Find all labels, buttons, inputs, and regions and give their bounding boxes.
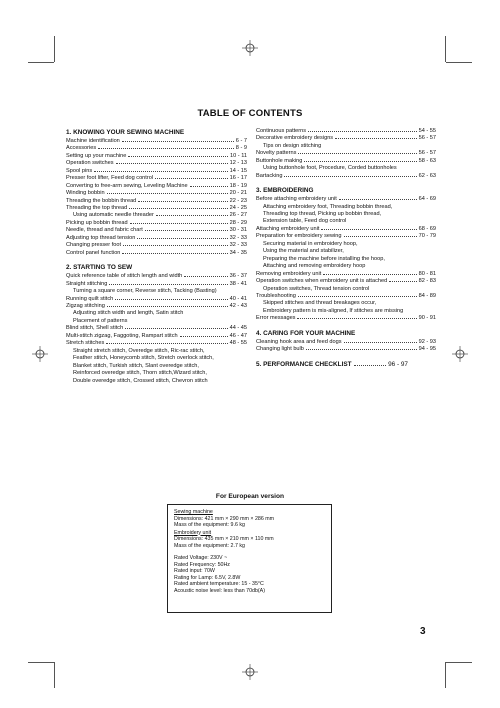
toc-entry-title: Zigzag stitching — [66, 302, 105, 309]
toc-entry-title: Accessories — [66, 145, 97, 152]
dot-leader — [123, 245, 228, 246]
toc-subentry: Securing material in embroidery hoop, — [263, 240, 358, 247]
toc-entry-pages: 58 - 63 — [418, 157, 436, 164]
lamp-rating: Rating for Lamp: 6.5V, 2.8W — [174, 574, 241, 581]
toc-subentry: Using the material and stabilizer, — [263, 248, 344, 255]
toc-entry-pages: 94 - 95 — [418, 346, 436, 353]
toc-entry — [256, 278, 436, 285]
toc-entry — [66, 198, 247, 205]
toc-entry-pages: 84 - 89 — [418, 293, 436, 300]
toc-entry-title: Decorative embroidery designs — [256, 135, 334, 142]
toc-entry-title: Spool pins — [66, 167, 93, 174]
toc-entry — [66, 205, 247, 212]
dot-leader — [115, 299, 227, 300]
toc-entry-pages: 14 - 15 — [229, 167, 247, 174]
toc-entry — [256, 315, 436, 322]
dot-leader — [122, 253, 227, 254]
dot-leader — [306, 349, 417, 350]
toc-entry-pages: 36 - 37 — [229, 273, 247, 280]
dot-leader — [321, 229, 416, 230]
toc-entry-pages: 80 - 81 — [418, 270, 436, 277]
toc-subentry: Blanket stitch, Turkish stitch, Slant overedge stitch, — [73, 362, 199, 369]
toc-entry-pages: 20 - 21 — [229, 190, 247, 197]
toc-subentry: Double overedge stitch, Crossed stitch, Chevron stitch — [73, 377, 208, 384]
dot-leader — [308, 131, 417, 132]
dot-leader — [116, 163, 228, 164]
dot-leader — [137, 238, 227, 239]
toc-entry-pages: 28 - 29 — [229, 219, 247, 226]
toc-entry-title: Troubleshooting — [256, 293, 296, 300]
dot-leader — [107, 306, 228, 307]
toc-subentry: Using buttonhole foot, Procedure, Corded buttonholes — [263, 165, 397, 172]
toc-entry-title: Using automatic needle threader — [73, 212, 154, 219]
toc-entry-pages: 12 - 13 — [229, 160, 247, 167]
toc-entry-pages: 34 - 35 — [229, 249, 247, 256]
toc-entry — [66, 325, 247, 332]
dot-leader — [106, 343, 227, 344]
toc-entry-pages: 6 - 7 — [235, 137, 247, 144]
embroidery-unit-mass: Mass of the equipment: 2.7 kg — [174, 542, 245, 549]
dot-leader — [339, 199, 417, 200]
dot-leader — [304, 161, 416, 162]
toc-entry-pages: 92 - 93 — [418, 338, 436, 345]
toc-entry — [256, 135, 436, 142]
dot-leader — [129, 208, 227, 209]
toc-entry-pages: 70 - 79 — [418, 233, 436, 240]
toc-entry — [66, 175, 247, 182]
toc-entry — [256, 196, 436, 203]
toc-entry — [66, 281, 247, 288]
registration-mark-right — [452, 346, 468, 362]
toc-subentry: Reinforced overedge stitch, Thorn stitch,Wizard stitch, — [73, 370, 207, 377]
toc-entry-pages: 8 - 9 — [235, 145, 247, 152]
toc-entry-title: Adjusting top thread tension — [66, 234, 136, 241]
toc-entry-pages: 38 - 41 — [229, 280, 247, 287]
section-heading: 1. KNOWING YOUR SEWING MACHINE — [66, 129, 185, 136]
registration-mark-bottom — [242, 664, 258, 680]
toc-entry-title: Blind stitch, Shell stitch — [66, 325, 124, 332]
dot-leader — [155, 178, 228, 179]
sewing-machine-mass: Mass of the equipment: 9.6 kg — [174, 522, 245, 528]
dot-leader — [109, 284, 227, 285]
registration-mark-top — [242, 40, 258, 56]
toc-subentry: Embroidery pattern is mis-aligned, If stitches are missing — [263, 307, 404, 314]
dot-leader — [323, 274, 416, 275]
toc-entry-title: Operation switches — [66, 160, 114, 167]
toc-entry — [256, 271, 436, 278]
toc-entry — [66, 183, 247, 190]
toc-subentry: Preparing the machine before installing the hoop, — [263, 255, 385, 262]
toc-entry-title: Threading the top thread — [66, 205, 128, 212]
toc-entry — [66, 333, 247, 340]
toc-entry — [66, 212, 247, 219]
dot-leader — [130, 223, 228, 224]
toc-entry-title: Converting to free-arm sewing, Leveling Machine — [66, 182, 188, 189]
toc-entry-title: Stretch stitches — [66, 340, 105, 347]
toc-entry-title: Continuous patterns — [256, 128, 307, 134]
toc-entry — [66, 153, 247, 160]
toc-subentry: Placement of patterns — [73, 317, 128, 324]
dot-leader — [98, 148, 234, 149]
european-spec-box — [167, 504, 332, 613]
toc-entry-pages: 32 - 33 — [229, 242, 247, 249]
toc-entry — [66, 168, 247, 175]
toc-entry — [256, 233, 436, 240]
toc-entry-pages: 32 - 33 — [229, 234, 247, 241]
toc-subentry: Extension table, Feed dog control — [263, 218, 347, 225]
toc-entry-pages: 90 - 91 — [418, 315, 436, 322]
dot-leader — [344, 342, 417, 343]
section-heading: 5. PERFORMANCE CHECKLIST 96 - 97 — [256, 360, 408, 368]
toc-left-column — [66, 128, 247, 385]
toc-entry — [66, 145, 247, 152]
toc-subentry: Attaching and removing embroidery hoop — [263, 263, 366, 270]
embroidery-unit-label: Embroidery unit — [174, 529, 212, 536]
page-number: 3 — [420, 626, 426, 637]
toc-entry-pages: 16 - 17 — [229, 175, 247, 182]
toc-entry-title: Operation switches when embroidery unit is attached — [256, 278, 388, 285]
toc-entry-title: Error messages — [256, 315, 296, 322]
toc-entry-pages: 62 - 63 — [418, 172, 436, 179]
toc-entry — [66, 235, 247, 242]
toc-entry-pages: 30 - 31 — [229, 227, 247, 234]
toc-entry-title: Straight stitching — [66, 280, 108, 287]
toc-entry — [66, 227, 247, 234]
toc-entry-pages: 48 - 55 — [229, 340, 247, 347]
toc-entry — [256, 339, 436, 346]
embroidery-unit-dimensions: Dimensions: 435 mm × 210 mm × 110 mm — [174, 536, 274, 542]
dot-leader — [297, 318, 416, 319]
registration-mark-left — [32, 346, 48, 362]
toc-entry — [66, 303, 247, 310]
dot-leader — [107, 193, 228, 194]
rated-frequency: Rated Frequency: 50Hz — [174, 561, 230, 568]
page-title: TABLE OF CONTENTS — [197, 108, 303, 119]
toc-subentry: Attaching embroidery foot, Threading bobbin thread, — [263, 203, 393, 210]
toc-entry-pages: 24 - 25 — [229, 205, 247, 212]
rated-voltage: Rated Voltage: 230V ~ — [174, 555, 228, 561]
toc-entry-title: Winding bobbin — [66, 190, 105, 197]
toc-entry-title: Changing light bulb — [256, 346, 304, 353]
toc-subentry: Skipped stitches and thread breakages occur, — [263, 300, 377, 307]
dot-leader — [344, 236, 417, 237]
rated-input: Rated input: 70W — [174, 568, 215, 574]
toc-subentry: Threading top thread, Picking up bobbin thread, — [263, 211, 382, 218]
toc-entry-pages: 56 - 57 — [418, 150, 436, 157]
toc-entry — [66, 340, 247, 347]
dot-leader — [138, 201, 227, 202]
toc-right-column — [256, 128, 436, 370]
toc-entry-title: Needle, thread and fabric chart — [66, 227, 143, 234]
toc-entry-title: Changing presser foot — [66, 242, 122, 249]
toc-entry — [256, 226, 436, 233]
toc-entry-title: Cleaning hook area and feed dogs — [256, 338, 342, 345]
toc-entry — [256, 173, 436, 180]
toc-subentry: Turning a square corner, Reverse stitch, Tacking (Basting) — [73, 288, 217, 295]
toc-entry — [256, 293, 436, 300]
toc-entry-title: Presser foot lifter, Feed dog control — [66, 175, 154, 182]
toc-entry-title: Machine identification — [66, 137, 120, 144]
toc-entry-title: Quick reference table of stitch length and width — [66, 273, 183, 280]
toc-entry-title: Attaching embroidery unit — [256, 225, 320, 232]
toc-entry-title: Before attaching embroidery unit — [256, 196, 337, 203]
toc-entry-title: Threading the bobbin thread — [66, 197, 137, 204]
dot-leader — [122, 141, 234, 142]
sewing-machine-dimensions: Dimensions: 421 mm × 290 mm × 286 mm — [174, 515, 275, 522]
toc-entry — [66, 250, 247, 257]
dot-leader — [128, 156, 228, 157]
toc-entry — [256, 158, 436, 165]
toc-entry-title: Multi-stitch zigzag, Faggoting, Rampart stitch — [66, 332, 178, 339]
toc-entry-pages: 64 - 69 — [418, 196, 436, 203]
toc-entry-pages: 44 - 45 — [229, 325, 247, 332]
toc-entry-pages: 46 - 47 — [229, 332, 247, 339]
toc-entry — [66, 220, 247, 227]
toc-subentry: Feather stitch, Honeycomb stitch, Stretch overlock stitch, — [73, 355, 214, 362]
toc-entry-title: Running quilt stitch — [66, 295, 114, 302]
toc-entry-title: Bartacking — [256, 172, 283, 179]
toc-entry — [66, 190, 247, 197]
toc-entry — [256, 346, 436, 353]
section-heading: 3. EMBROIDERING — [256, 187, 314, 195]
toc-entry-title: Control panel function — [66, 249, 121, 256]
dot-leader — [335, 138, 416, 139]
toc-entry-pages: 22 - 23 — [229, 197, 247, 204]
toc-subentry: Straight stretch stitch, Overedge stitch, Ric-rac stitch, — [73, 347, 205, 354]
sewing-machine-label: Sewing machine — [174, 509, 213, 515]
ambient-temperature: Rated ambient temperature: 15 - 35°C — [174, 581, 264, 587]
toc-entry-pages: 18 - 19 — [229, 182, 247, 189]
toc-entry — [66, 273, 247, 280]
section-heading: 2. STARTING TO SEW — [66, 264, 133, 272]
dot-leader — [125, 328, 227, 329]
toc-entry — [66, 138, 247, 145]
dot-leader — [190, 186, 228, 187]
toc-entry-pages: 82 - 83 — [418, 278, 436, 285]
dot-leader — [145, 230, 228, 231]
toc-entry-pages: 68 - 69 — [418, 225, 436, 232]
toc-subentry: Operation switches, Thread tension control — [263, 285, 370, 292]
toc-entry-pages: 54 - 55 — [418, 128, 436, 134]
dot-leader — [298, 296, 417, 297]
toc-entry — [66, 160, 247, 167]
toc-entry-pages: 26 - 27 — [229, 212, 247, 219]
toc-entry — [256, 128, 436, 135]
toc-entry-pages: 42 - 43 — [229, 302, 247, 309]
toc-entry-pages: 10 - 11 — [230, 152, 247, 159]
dot-leader — [389, 281, 416, 282]
toc-entry — [66, 296, 247, 303]
toc-entry-title: Novelty patterns — [256, 150, 297, 157]
toc-entry-pages: 56 - 57 — [418, 135, 436, 142]
toc-entry-title: Removing embroidery unit — [256, 270, 322, 277]
dot-leader — [298, 153, 416, 154]
dot-leader — [156, 215, 228, 216]
dot-leader — [184, 276, 227, 277]
toc-entry — [256, 150, 436, 157]
toc-entry — [66, 242, 247, 249]
section-heading: 4. CARING FOR YOUR MACHINE — [256, 329, 356, 337]
toc-entry-title: Picking up bobbin thread — [66, 219, 128, 226]
noise-level: Acoustic noise level: less than 70db(A) — [174, 587, 265, 594]
toc-entry-pages: 40 - 41 — [229, 295, 247, 302]
toc-subentry: Adjusting stitch width and length, Satin stitch — [73, 310, 184, 317]
toc-entry-title: Buttonhole making — [256, 157, 303, 164]
dot-leader — [180, 336, 228, 337]
dot-leader — [284, 176, 416, 177]
toc-entry-title: Setting up your machine — [66, 152, 127, 159]
dot-leader — [94, 171, 227, 172]
european-version-heading: For European version — [215, 493, 285, 500]
toc-entry-title: Preparation for embroidery sewing — [256, 233, 342, 240]
toc-subentry: Tips on design stitching — [263, 142, 322, 149]
